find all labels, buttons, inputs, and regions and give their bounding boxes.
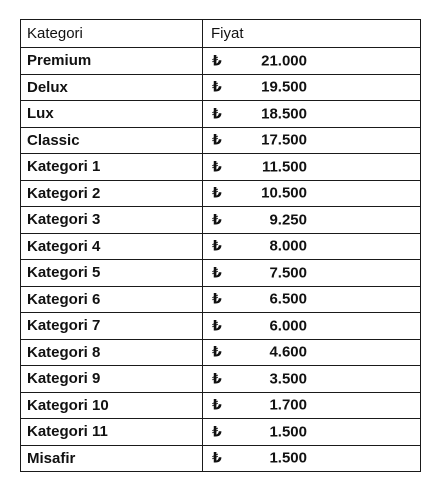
table-row <box>21 74 421 101</box>
price-cell <box>203 339 421 366</box>
price-amount: 1.500 <box>269 449 307 467</box>
price-cell <box>203 101 421 128</box>
price-amount: 9.250 <box>269 211 307 229</box>
price-cell <box>203 154 421 181</box>
table-row <box>21 339 421 366</box>
price-cell <box>203 366 421 393</box>
category-cell: Premium <box>21 48 203 75</box>
price-cell <box>203 48 421 75</box>
category-cell: Kategori 2 <box>21 180 203 207</box>
table-row <box>21 101 421 128</box>
price-amount: 18.500 <box>261 105 307 123</box>
category-cell: Kategori 4 <box>21 233 203 260</box>
table-row <box>21 154 421 181</box>
category-cell: Classic <box>21 127 203 154</box>
lira-currency-symbol: ₺ <box>212 396 222 413</box>
lira-currency-symbol: ₺ <box>212 52 222 69</box>
category-cell: Misafir <box>21 445 203 472</box>
table-row <box>21 180 421 207</box>
table-header-row <box>21 20 421 48</box>
lira-currency-symbol: ₺ <box>212 370 222 387</box>
lira-currency-symbol: ₺ <box>212 131 222 148</box>
lira-currency-symbol: ₺ <box>212 78 222 95</box>
price-table <box>20 19 421 472</box>
header-price: Fiyat <box>203 20 421 48</box>
price-amount: 21.000 <box>261 52 307 70</box>
lira-currency-symbol: ₺ <box>212 423 222 440</box>
price-cell <box>203 313 421 340</box>
price-amount: 6.500 <box>269 290 307 308</box>
price-cell <box>203 445 421 472</box>
lira-currency-symbol: ₺ <box>212 184 222 201</box>
category-cell: Kategori 10 <box>21 392 203 419</box>
price-cell <box>203 127 421 154</box>
category-cell: Kategori 11 <box>21 419 203 446</box>
price-amount: 19.500 <box>261 78 307 96</box>
lira-currency-symbol: ₺ <box>212 105 222 122</box>
table-row <box>21 445 421 472</box>
price-cell <box>203 180 421 207</box>
table-row <box>21 366 421 393</box>
category-cell: Kategori 7 <box>21 313 203 340</box>
price-cell <box>203 392 421 419</box>
lira-currency-symbol: ₺ <box>212 264 222 281</box>
table-row <box>21 48 421 75</box>
lira-currency-symbol: ₺ <box>212 449 222 466</box>
category-cell: Kategori 8 <box>21 339 203 366</box>
price-cell <box>203 207 421 234</box>
price-cell <box>203 260 421 287</box>
price-cell <box>203 419 421 446</box>
table-row <box>21 127 421 154</box>
price-amount: 1.500 <box>269 423 307 441</box>
header-category: Kategori <box>21 20 203 48</box>
category-cell: Kategori 5 <box>21 260 203 287</box>
category-cell: Kategori 1 <box>21 154 203 181</box>
price-cell <box>203 286 421 313</box>
lira-currency-symbol: ₺ <box>212 158 222 175</box>
price-amount: 10.500 <box>261 184 307 202</box>
lira-currency-symbol: ₺ <box>212 237 222 254</box>
table-row <box>21 286 421 313</box>
category-cell: Kategori 6 <box>21 286 203 313</box>
price-amount: 7.500 <box>269 264 307 282</box>
price-amount: 4.600 <box>269 343 307 361</box>
price-amount: 3.500 <box>269 370 307 388</box>
price-cell <box>203 233 421 260</box>
table-row <box>21 233 421 260</box>
price-cell <box>203 74 421 101</box>
price-amount: 11.500 <box>261 158 307 176</box>
lira-currency-symbol: ₺ <box>212 343 222 360</box>
lira-currency-symbol: ₺ <box>212 317 222 334</box>
price-amount: 1.700 <box>269 396 307 414</box>
category-cell: Delux <box>21 74 203 101</box>
category-cell: Kategori 9 <box>21 366 203 393</box>
price-amount: 8.000 <box>269 237 307 255</box>
lira-currency-symbol: ₺ <box>212 290 222 307</box>
table-row <box>21 207 421 234</box>
category-cell: Kategori 3 <box>21 207 203 234</box>
price-amount: 6.000 <box>269 317 307 335</box>
table-row <box>21 392 421 419</box>
category-cell: Lux <box>21 101 203 128</box>
table-row <box>21 313 421 340</box>
price-amount: 17.500 <box>261 131 307 149</box>
lira-currency-symbol: ₺ <box>212 211 222 228</box>
table-row <box>21 260 421 287</box>
table-row <box>21 419 421 446</box>
